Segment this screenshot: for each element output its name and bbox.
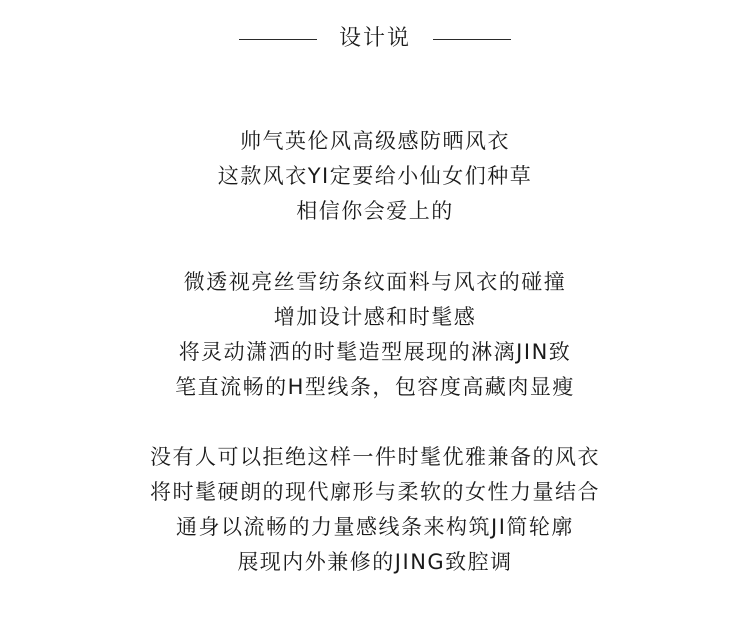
text-line: 通身以流畅的力量感线条来构筑JI简轮廓: [176, 515, 574, 539]
text-line: 没有人可以拒绝这样一件时髦优雅兼备的风衣: [150, 445, 600, 469]
text-line: 这款风衣YI定要给小仙女们种草: [217, 164, 533, 188]
right-divider-line: [433, 39, 511, 40]
text-line: 帅气英伦风高级感防晒风衣: [240, 129, 510, 153]
section-title: 设计说: [338, 26, 411, 51]
paragraph-fabric: [0, 265, 750, 405]
paragraph-style: [0, 440, 750, 580]
text-line: 笔直流畅的H型线条，包容度高藏肉显瘦: [175, 375, 575, 399]
text-line: 将灵动潇洒的时髦造型展现的淋漓JIN致: [178, 340, 572, 364]
text-line: 展现内外兼修的JING致腔调: [237, 550, 513, 574]
left-divider-line: [239, 39, 317, 40]
text-line: 将时髦硬朗的现代廓形与柔软的女性力量结合: [150, 480, 600, 504]
text-line: 微透视亮丝雪纺条纹面料与风衣的碰撞: [183, 270, 567, 294]
text-line: 相信你会爱上的: [296, 199, 454, 223]
paragraph-intro: [0, 124, 750, 229]
text-line: 增加设计感和时髦感: [273, 305, 477, 329]
section-header: [0, 22, 750, 56]
